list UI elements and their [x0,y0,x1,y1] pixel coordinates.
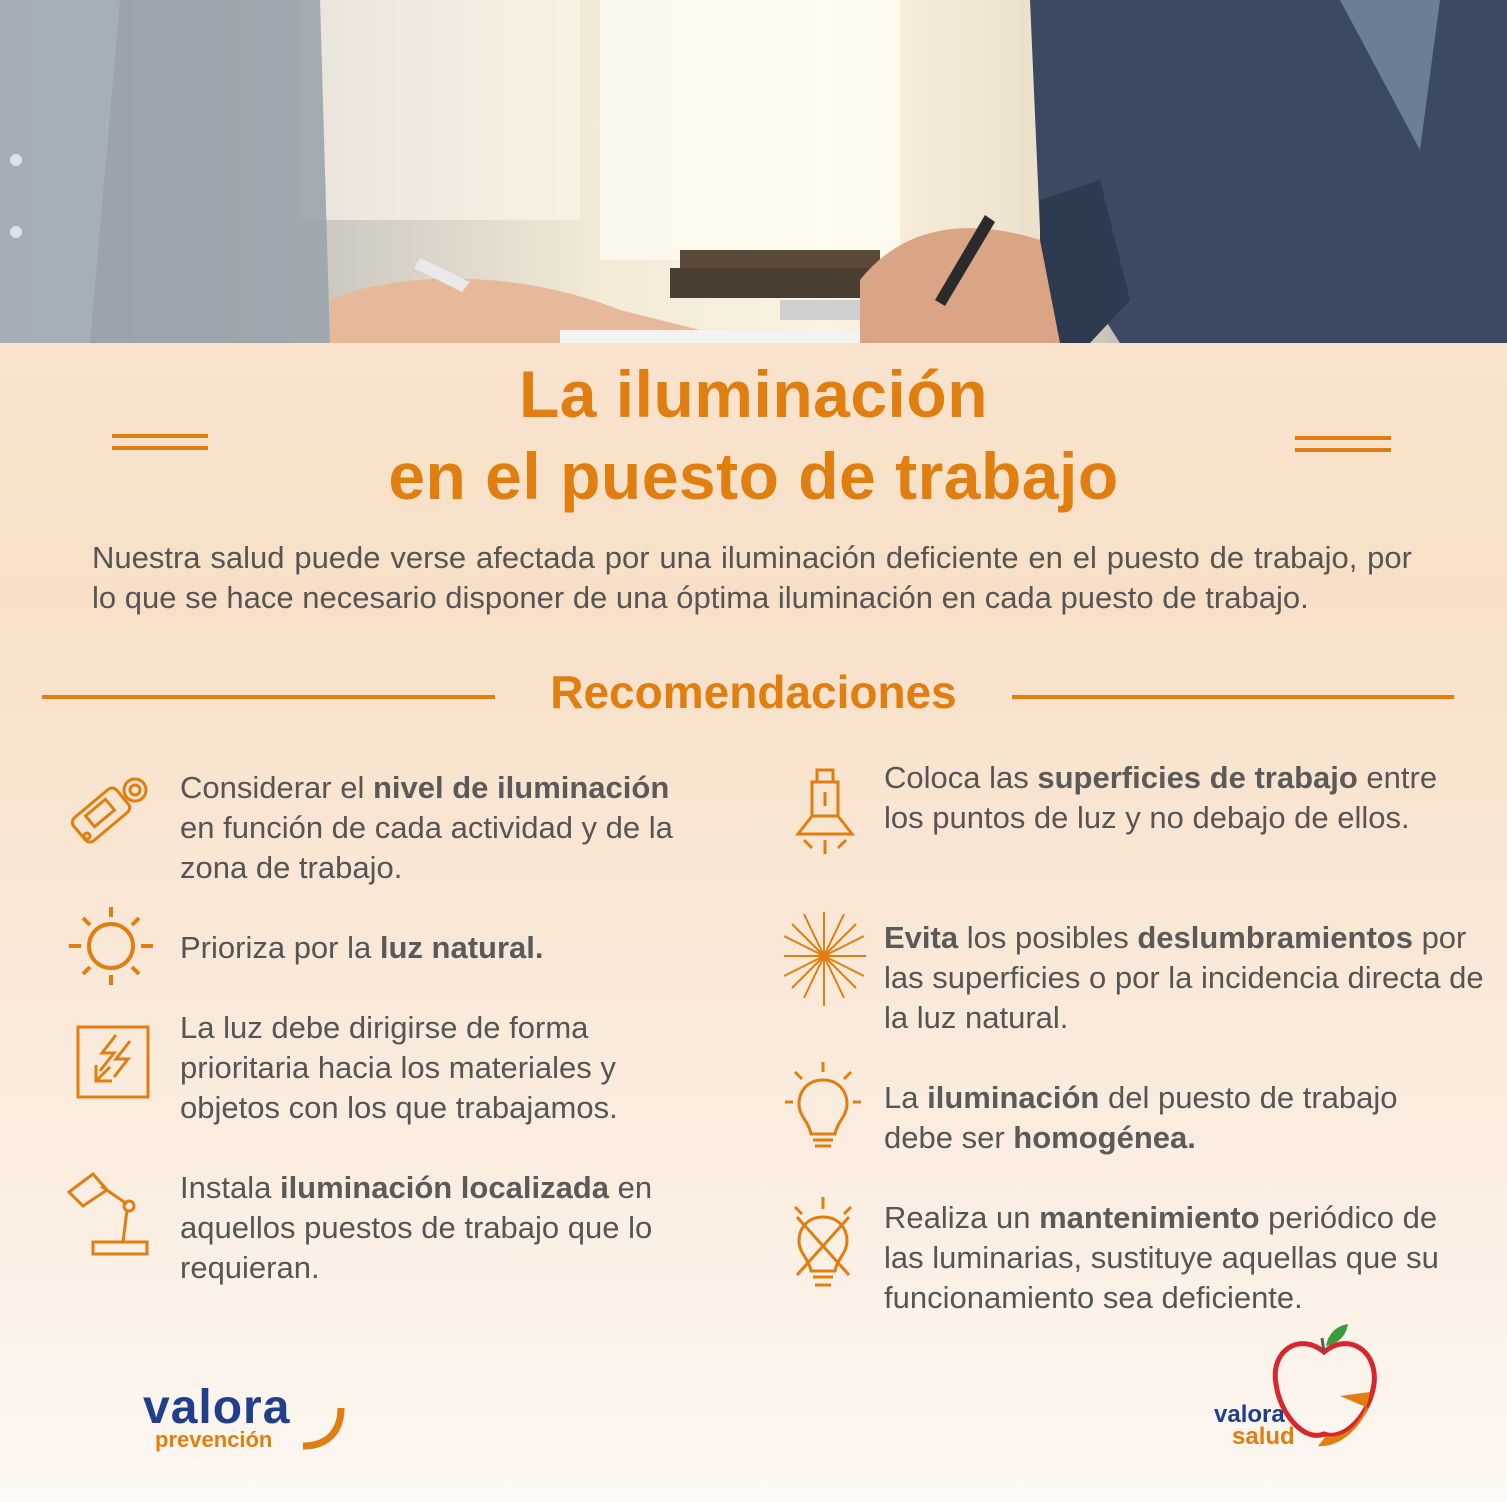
page-title-line2: en el puesto de trabajo [388,439,1119,513]
list-item: Instala iluminación localizada en aquellos puestos de trabajo que lo requieran. [180,1170,653,1285]
directed-light-icon [76,1025,150,1099]
desk-lamp-icon [65,1168,155,1258]
title-decoration-left [112,434,208,450]
valora-prevencion-logo [143,1382,353,1452]
broken-bulb-icon [783,1195,863,1295]
list-item: Prioriza por la luz natural. [180,930,544,965]
intro-paragraph: Nuestra salud puede verse afectada por una iluminación deficiente en el puesto de trabajo, por lo que se hace necesario disponer de una óptima iluminación en cada puesto de trabajo. [92,540,1412,615]
lightbulb-icon [783,1060,863,1156]
logo-subtitle: prevención [155,1427,273,1452]
list-item: Realiza un mantenimiento periódico de las luminarias, sustituye aquellas que su funcionamiento sea deficiente. [884,1200,1439,1315]
logo-subtitle: salud [1232,1423,1295,1450]
list-item: Coloca las superficies de trabajo entre los puntos de luz y no debajo de ellos. [884,760,1438,835]
logo-word: valora [143,1381,291,1434]
logo-swoosh-icon [301,1406,345,1450]
recommendations-title: Recomendaciones [550,666,957,718]
list-item: Considerar el nivel de iluminación en función de cada actividad y de la zona de trabajo. [180,770,673,885]
ceiling-light-icon [790,768,860,858]
valora-salud-logo [1208,1322,1378,1452]
list-item: La iluminación del puesto de trabajo debe ser homogénea. [884,1080,1398,1155]
logo-word: valora [1214,1401,1285,1428]
luxmeter-icon [65,772,157,864]
title-decoration-right [1295,436,1391,452]
glare-icon [780,910,870,1010]
page-title-line1: La iluminación [518,357,989,431]
list-item: La luz debe dirigirse de forma prioritaria hacia los materiales y objetos con los que trabajamos. [180,1010,618,1125]
list-item: Evita los posibles deslumbramientos por las superficies o por la incidencia directa de la luz natural. [884,920,1484,1035]
hero-photo [0,0,1507,343]
sun-icon [65,905,157,987]
